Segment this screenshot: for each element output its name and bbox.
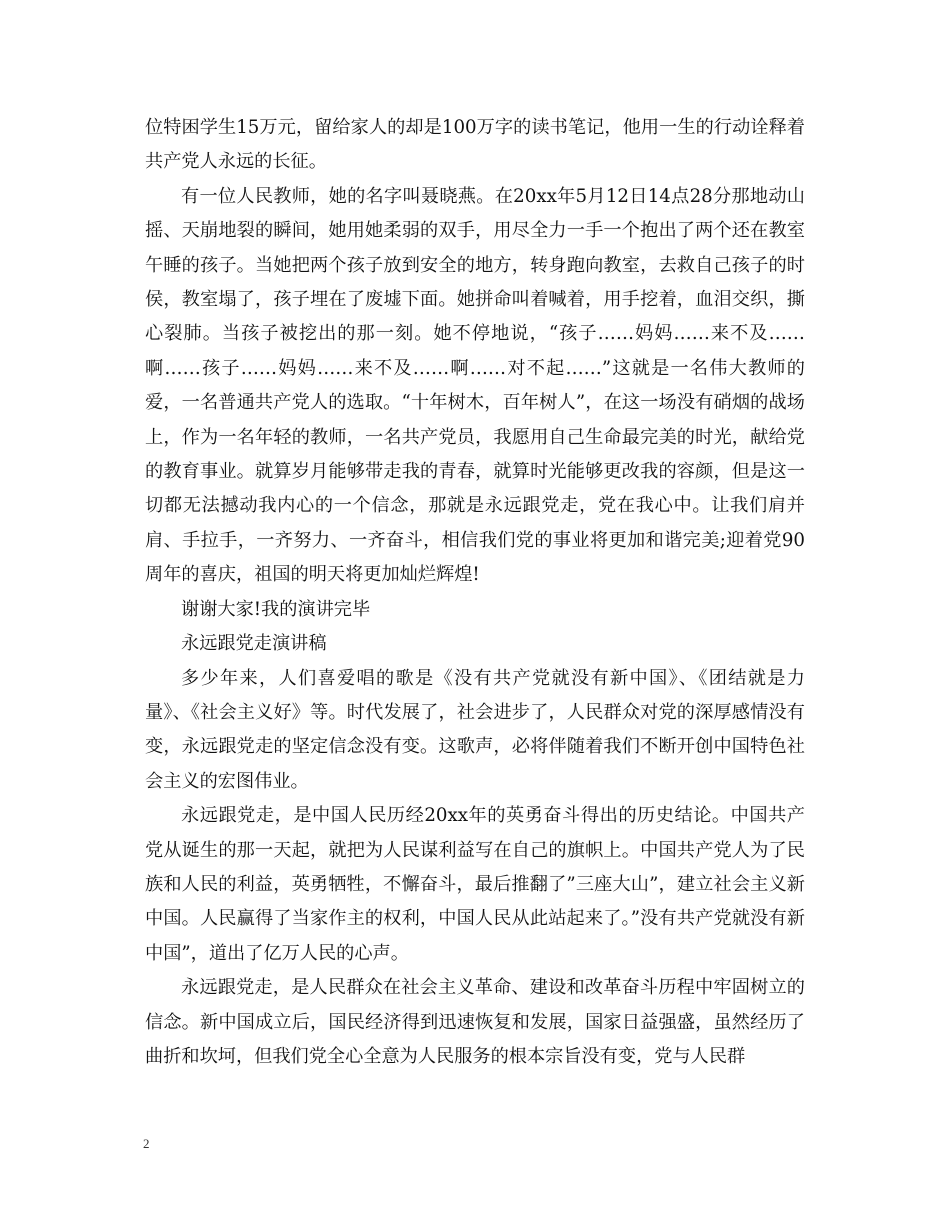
paragraph-3: 谢谢大家!我的演讲完毕: [181, 598, 371, 620]
paragraph-7: 永远跟党走，是人民群众在社会主义革命、建设和改革奋斗历程中牢固树立的信念。新中国成立后，国民经济得到迅速恢复和发展，国家日益强盛，虽然经历了曲折和坎坷，但我们党全心全意为人民服务的根本宗旨没有变，党与人民群: [145, 977, 805, 1067]
paragraph-6: 永远跟党走，是中国人民历经20xx年的英勇奋斗得出的历史结论。中国共产党从诞生的那一天起，就把为人民谋利益写在自己的旗帜上。中国共产党人为了民族和人民的利益，英勇牺牲，不懈奋斗，最后推翻了”三座大山”，建立社会主义新中国。人民赢得了当家作主的权利，中国人民从此站起来了。”没有共产党就没有新中国”，道出了亿万人民的心声。: [145, 805, 805, 964]
paragraph-1: 位特困学生15万元，留给家人的却是100万字的读书笔记，他用一生的行动诠释着共产党人永远的长征。: [145, 117, 805, 173]
paragraph-5: 多少年来，人们喜爱唱的歌是《没有共产党就没有新中国》、《团结就是力量》、《社会主义好》等。时代发展了，社会进步了，人民群众对党的深厚感情没有变，永远跟党走的坚定信念没有变。这歌声，必将伴随着我们不断开创中国特色社会主义的宏图伟业。: [145, 667, 805, 792]
document-body: [145, 111, 805, 1074]
paragraph-4-title: 永远跟党走演讲稿: [181, 633, 327, 655]
paragraph-2: 有一位人民教师，她的名字叫聂晓燕。在20xx年5月12日14点28分那地动山摇、天崩地裂的瞬间，她用她柔弱的双手，用尽全力一手一个抱出了两个还在教室午睡的孩子。当她把两个孩子放到安全的地方，转身跑向教室，去救自己孩子的时侯，教室塌了，孩子埋在了废墟下面。她拼命叫着喊着，用手挖着，血泪交织，撕心裂肺。当孩子被挖出的那一刻。她不停地说，“孩子……妈妈……来不及……啊……孩子……妈妈……来不及……啊……对不起……”这就是一名伟大教师的爱，一名普通共产党人的选取。“十年树木，百年树人”，在这一场没有硝烟的战场上，作为一名年轻的教师，一名共产党员，我愿用自己生命最完美的时光，献给党的教育事业。就算岁月能够带走我的青春，就算时光能够更改我的容颜，但是这一切都无法撼动我内心的一个信念，那就是永远跟党走，党在我心中。让我们肩并肩、手拉手，一齐努力、一齐奋斗，相信我们党的事业将更加和谐完美;迎着党90周年的喜庆，祖国的明天将更加灿烂辉煌!: [145, 185, 805, 586]
page-number: 2: [143, 1136, 150, 1151]
